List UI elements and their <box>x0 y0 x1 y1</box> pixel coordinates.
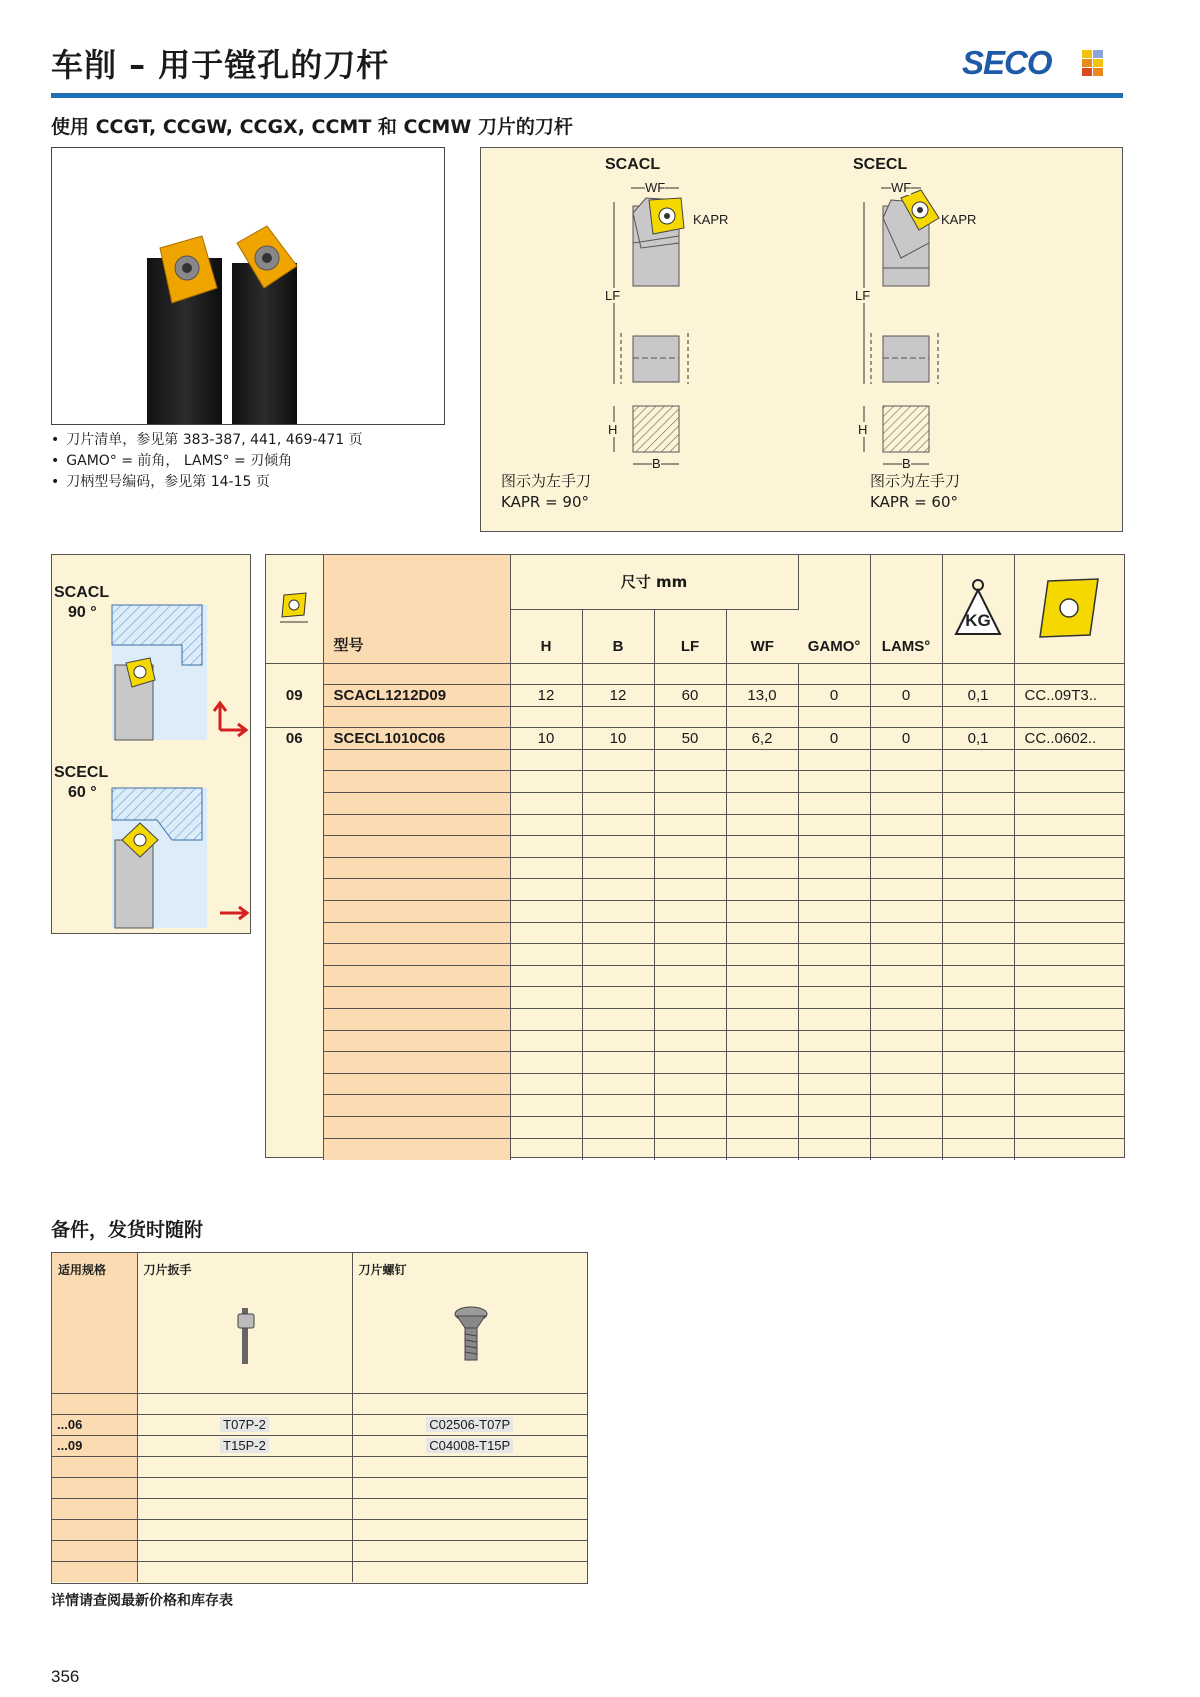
empty-row <box>52 1540 587 1561</box>
empty-row <box>266 944 1124 966</box>
note-item: • GAMO° = 前角， LAMS° = 刃倾角 <box>51 451 363 472</box>
seco-logo <box>962 44 1122 84</box>
table-row: 06 SCECL1010C06 10 10 50 6,2 0 0 0,1 CC..0602.. <box>266 728 1124 750</box>
size-header: 适用规格 <box>52 1253 137 1393</box>
lams-header: LAMS° <box>870 555 942 663</box>
empty-row <box>266 987 1124 1009</box>
application-drawing <box>52 555 252 935</box>
boring-bars-image <box>52 148 445 425</box>
product-photo <box>51 147 445 425</box>
empty-row <box>266 1030 1124 1052</box>
gamo-header: GAMO° <box>798 555 870 663</box>
left-hand-note-left: 图示为左手刀 KAPR = 90° <box>501 472 592 511</box>
empty-row <box>266 922 1124 944</box>
kapr-label-right: KAPR <box>941 212 977 227</box>
h-label-left: H <box>608 422 618 437</box>
insert-shape-header <box>1014 555 1124 663</box>
empty-row <box>266 965 1124 987</box>
brand-name: SECO <box>962 44 1052 81</box>
b-label-left: B <box>652 456 661 471</box>
empty-row <box>266 771 1124 793</box>
lf-label-right: LF <box>855 288 871 303</box>
empty-row <box>266 1073 1124 1095</box>
dimension-group-header: 尺寸 mm <box>510 555 798 609</box>
insert-screw-icon <box>451 1304 491 1366</box>
accessories-title: 备件，发货时随附 <box>51 1219 204 1241</box>
empty-row <box>266 901 1124 923</box>
accessories-table <box>51 1252 588 1584</box>
header-rule <box>51 93 1123 98</box>
left-hand-note-right: 图示为左手刀 KAPR = 60° <box>870 472 961 511</box>
empty-row <box>266 1052 1124 1074</box>
h-header: H <box>510 609 582 663</box>
wf-label-left: WF <box>645 180 666 195</box>
key-header: 刀片扳手 <box>137 1253 352 1393</box>
weight-header <box>942 555 1014 663</box>
empty-row <box>52 1519 587 1540</box>
h-label-right: H <box>858 422 868 437</box>
empty-row <box>266 836 1124 858</box>
empty-row <box>266 1009 1124 1031</box>
lf-label-left: LF <box>605 288 621 303</box>
page-title: 车削 – 用于镗孔的刀杆 <box>51 46 390 84</box>
wf-header: WF <box>726 609 798 663</box>
weight-icon <box>952 576 1004 638</box>
empty-rows <box>52 1456 587 1582</box>
empty-row <box>266 814 1124 836</box>
wf-label-right: WF <box>891 180 912 195</box>
dimension-drawing <box>481 148 1124 488</box>
lf-header: LF <box>654 609 726 663</box>
kapr-label-left: KAPR <box>693 212 729 227</box>
table-row: ...06 T07P-2 C02506-T07P <box>52 1414 587 1435</box>
empty-row <box>266 879 1124 901</box>
empty-row <box>52 1561 587 1582</box>
b-header: B <box>582 609 654 663</box>
insert-size-icon <box>274 587 314 627</box>
b-label-right: B <box>902 456 911 471</box>
side-label-scacl: SCACL 90 ° <box>54 584 110 621</box>
page-number: 356 <box>51 1667 80 1686</box>
empty-rows <box>266 749 1124 1159</box>
empty-row <box>266 1116 1124 1138</box>
dimension-diagram <box>480 147 1123 532</box>
empty-row <box>52 1477 587 1498</box>
empty-row <box>52 1456 587 1477</box>
empty-row <box>266 749 1124 771</box>
section-subtitle: 使用 CCGT, CCGW, CCGX, CCMT 和 CCMW 刀片的刀杆 <box>51 116 573 138</box>
empty-row <box>52 1498 587 1519</box>
note-item: • 刀柄型号编码，参见第 14-15 页 <box>51 472 363 493</box>
spec-table <box>265 554 1125 1158</box>
side-label-scecl: SCECL 60 ° <box>54 764 109 801</box>
empty-row <box>266 1138 1124 1160</box>
insert-shape-icon <box>1034 575 1104 639</box>
diagram-label-scacl: SCACL <box>605 156 661 173</box>
weight-label: KG <box>965 610 991 630</box>
empty-row <box>266 1095 1124 1117</box>
notes-list <box>51 430 363 493</box>
insert-size-icon-cell <box>266 555 323 663</box>
diagram-label-scecl: SCECL <box>853 156 908 173</box>
torx-key-icon <box>230 1304 260 1366</box>
empty-row <box>266 857 1124 879</box>
footnote: 详情请查阅最新价格和库存表 <box>51 1593 233 1609</box>
model-header: 型号 <box>323 555 510 663</box>
note-item: • 刀片清单，参见第 383-387, 441, 469-471 页 <box>51 430 363 451</box>
table-row: 09 SCACL1212D09 12 12 60 13,0 0 0 0,1 CC..09T3.. <box>266 685 1124 707</box>
empty-row <box>266 793 1124 815</box>
application-panel <box>51 554 251 934</box>
table-row: ...09 T15P-2 C04008-T15P <box>52 1435 587 1456</box>
screw-header: 刀片螺钉 <box>352 1253 587 1393</box>
